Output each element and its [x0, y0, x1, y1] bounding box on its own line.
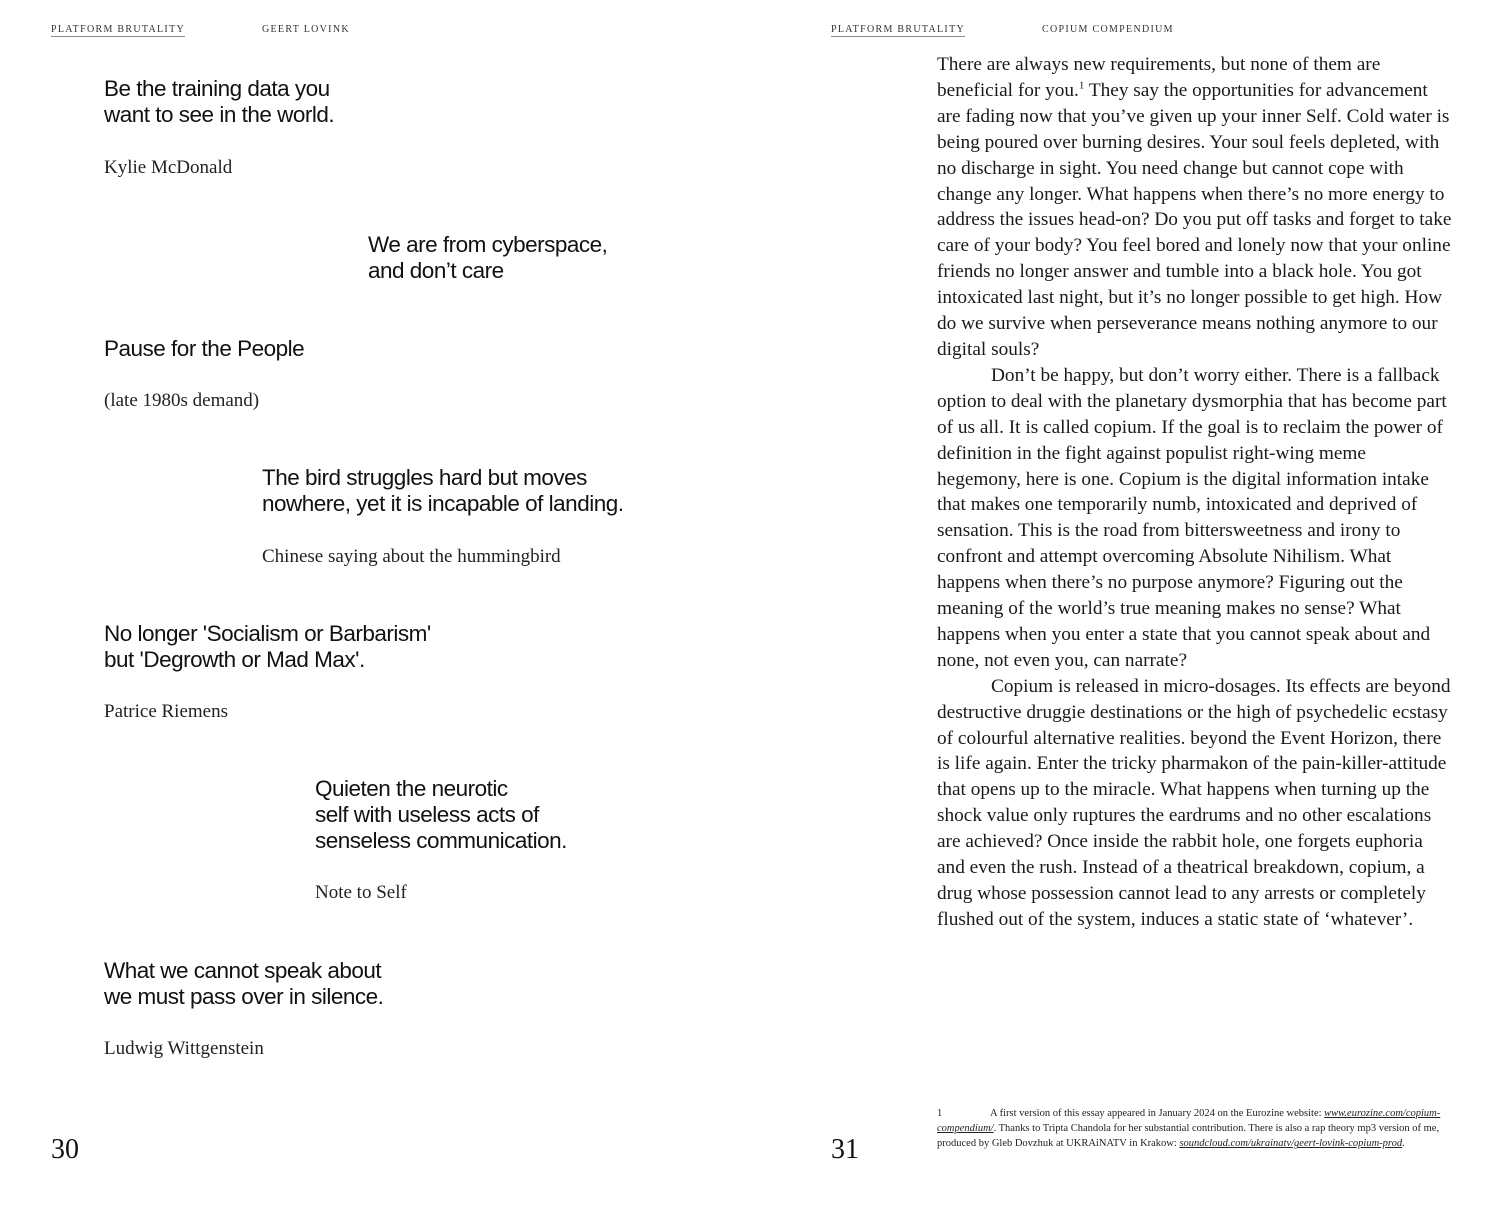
right-page	[750, 0, 1500, 1216]
epigraph-quote: Be the training data you want to see in the world.	[104, 76, 335, 127]
body-paragraph: Don’t be happy, but don’t worry either. There is a fallback option to deal with the planetary dysmorphia that has become part of us all. It is called copium. If the goal is to reclaim the power of definition in the fight against populist right-wing meme hegemony, here is one. Copium is the digital information intake that makes one temporarily numb, intoxicated and deprived of sensation. This is the road from bittersweetness and irony to confront and attempt overcoming Absolute Nihilism. What happens when there’s no purpose anymore? Figuring out the meaning of the world’s true meaning makes no sense? What happens when you enter a state that you cannot speak about and none, not even you, can narrate?	[937, 364, 1447, 671]
epigraph-attribution: Note to Self	[315, 882, 407, 903]
epigraph-attribution: Patrice Riemens	[104, 701, 228, 722]
epigraph-attribution: Kylie McDonald	[104, 157, 233, 178]
epigraph-quote: Pause for the People	[104, 336, 305, 361]
footnote-text: A first version of this essay appeared in January 2024 on the Eurozine website:	[990, 1108, 1325, 1119]
footnote-text: . Thanks to Tripta Chandola for her substantial contribution. There is also a rap theory mp3 version of me, produced by Gleb Dovzhuk at UKRAiNATV in Krakow:	[937, 1123, 1440, 1150]
footnote-number: 1	[937, 1108, 943, 1119]
paragraph-text: They say the opportunities for advancement are fading now that you’ve given up your inner Self. Cold water is being poured over burning desires. Your soul feels depleted, with no discharge in sight. You need change but cannot cope with change any longer. What happens when there’s no more energy to address the issues head-on? Do you put off tasks and forget to take care of your body? You feel bored and lonely now that your online friends no longer answer and tumble into a black hole. You got intoxicated last night, but it’s no longer possible to get high. How do we survive when perseverance means nothing anymore to our digital souls?	[937, 79, 1452, 360]
epigraph-attribution: (late 1980s demand)	[104, 390, 260, 411]
epigraph-attribution: Ludwig Wittgenstein	[104, 1038, 264, 1059]
running-head-chapter: COPIUM COMPENDIUM	[1042, 24, 1174, 35]
running-head-series: PLATFORM BRUTALITY	[831, 24, 965, 35]
epigraph-attribution: Chinese saying about the hummingbird	[262, 546, 561, 567]
footnote-link-eurozine[interactable]: www.eurozine.com/copium-compendium/	[937, 1108, 1441, 1135]
running-head-author: GEERT LOVINK	[262, 24, 350, 35]
body-paragraph: Copium is released in micro-dosages. Its effects are beyond destructive druggie destinations or the high of psychedelic ecstasy of colourful alternative realities. beyond the Event Horizon, there is life again. Enter the tricky pharmakon of the pain-killer-attitude that opens up to the miracle. What happens when turning up the shock value only ruptures the eardrums and no other escalations are achieved? Once inside the rabbit hole, one forgets euphoria and even the rush. Instead of a theatrical breakdown, copium, a drug whose possession cannot lead to any arrests or completely flushed out of the system, induces a static state of ‘whatever’.	[937, 675, 1451, 930]
body-text	[937, 52, 1453, 933]
running-head-series: PLATFORM BRUTALITY	[51, 24, 185, 35]
paragraph-text: There are always new requirements, but none of them are beneficial for you.	[937, 54, 1381, 101]
epigraph-quote: Quieten the neurotic self with useless acts of senseless communication.	[315, 776, 567, 853]
epigraph-quote: We are from cyberspace, and don’t care	[368, 232, 608, 283]
epigraph-quote: The bird struggles hard but moves nowhere, yet it is incapable of landing.	[262, 465, 624, 516]
footnote-text: .	[1402, 1138, 1405, 1150]
body-paragraph	[937, 52, 1453, 363]
epigraph-quote: No longer 'Socialism or Barbarism' but 'Degrowth or Mad Max'.	[104, 621, 431, 672]
epigraph-quote: What we cannot speak about we must pass over in silence.	[104, 958, 384, 1009]
page-number: 31	[831, 1134, 859, 1165]
footnote	[937, 1106, 1453, 1152]
footnote-link-soundcloud[interactable]: soundcloud.com/ukrainatv/geert-lovink-copium-prod	[1179, 1138, 1403, 1150]
footnote-reference[interactable]: 1	[1078, 79, 1085, 92]
page-number: 30	[51, 1134, 79, 1165]
